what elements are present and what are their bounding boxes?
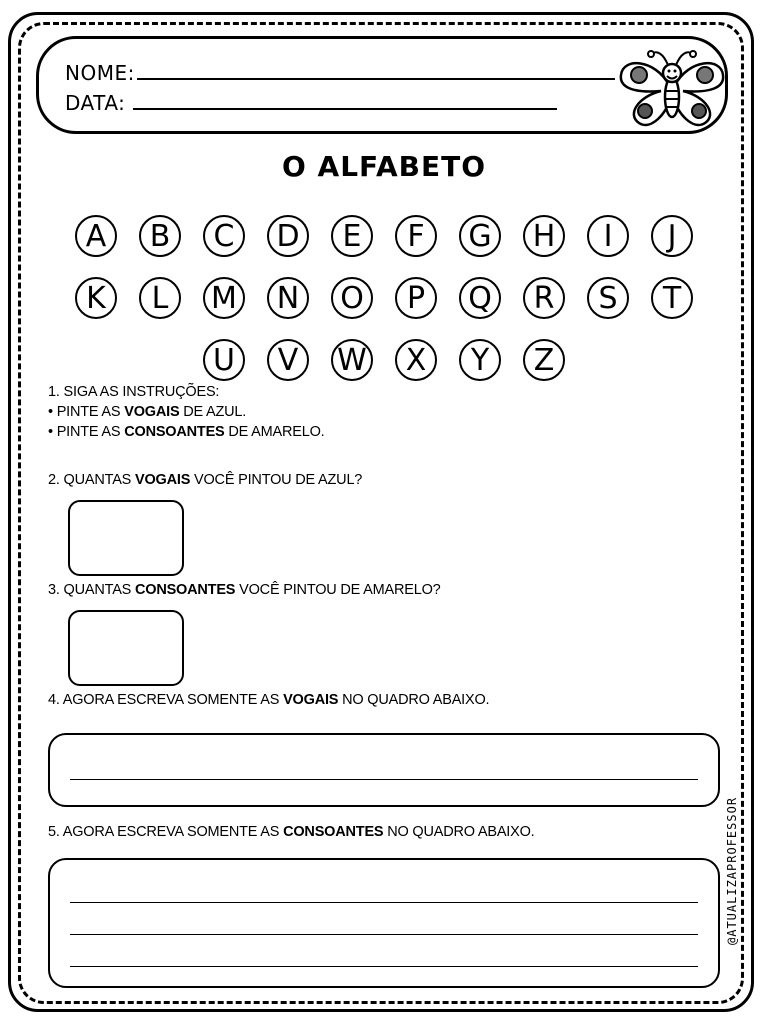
letter-circle[interactable]: W	[331, 339, 373, 381]
text-bold: CONSOANTES	[283, 824, 384, 840]
alphabet-row-1	[0, 215, 768, 257]
alphabet-grid	[0, 215, 768, 401]
text-bold: VOGAIS	[134, 472, 191, 488]
letter-circle[interactable]: T	[651, 277, 693, 319]
butterfly-icon	[617, 45, 727, 129]
vowels-write-box[interactable]	[48, 733, 720, 807]
text: • PINTE AS	[48, 424, 125, 440]
writing-line	[70, 779, 698, 780]
text: NO QUADRO ABAIXO.	[338, 692, 490, 708]
name-label: NOME:	[65, 61, 135, 85]
letter-circle[interactable]: X	[395, 339, 437, 381]
letter-circle[interactable]: Y	[459, 339, 501, 381]
question-1	[48, 382, 324, 442]
page-title: O ALFABETO	[281, 150, 487, 183]
text-bold: CONSOANTES	[124, 424, 225, 440]
letter-circle[interactable]: U	[203, 339, 245, 381]
date-label: DATA:	[65, 91, 126, 115]
text-bold: VOGAIS	[124, 404, 180, 420]
letter-circle[interactable]: F	[395, 215, 437, 257]
text-bold: CONSOANTES	[134, 582, 236, 598]
consonants-write-box[interactable]	[48, 858, 720, 988]
vowel-count-box[interactable]	[68, 500, 184, 576]
letter-circle[interactable]: S	[587, 277, 629, 319]
alphabet-row-2	[0, 277, 768, 319]
letter-circle[interactable]: G	[459, 215, 501, 257]
letter-circle[interactable]: A	[75, 215, 117, 257]
question-2	[48, 470, 362, 490]
letter-circle[interactable]: Z	[523, 339, 565, 381]
text: 5. AGORA ESCREVA SOMENTE AS	[48, 824, 284, 840]
alphabet-row-3	[0, 339, 768, 381]
letter-circle[interactable]: O	[331, 277, 373, 319]
credit-text: @ATUALIZAPROFESSOR	[725, 796, 739, 945]
letter-circle[interactable]: J	[651, 215, 693, 257]
header-box	[36, 36, 728, 134]
question-4	[48, 690, 489, 710]
consonant-count-box[interactable]	[68, 610, 184, 686]
name-field[interactable]	[137, 62, 615, 80]
writing-line	[70, 934, 698, 935]
text: NO QUADRO ABAIXO.	[383, 824, 535, 840]
letter-circle[interactable]: R	[523, 277, 565, 319]
question-1-bullet-2	[48, 422, 324, 442]
letter-circle[interactable]: N	[267, 277, 309, 319]
question-1-bullet-1	[48, 402, 324, 422]
name-row	[65, 61, 615, 85]
letter-circle[interactable]: M	[203, 277, 245, 319]
letter-circle[interactable]: L	[139, 277, 181, 319]
question-1-title: 1. SIGA AS INSTRUÇÕES:	[48, 384, 220, 400]
letter-circle[interactable]: H	[523, 215, 565, 257]
text: VOCÊ PINTOU DE AZUL?	[190, 472, 363, 488]
text: 2. QUANTAS	[48, 472, 135, 488]
letter-circle[interactable]: C	[203, 215, 245, 257]
text: 4. AGORA ESCREVA SOMENTE AS	[48, 692, 284, 708]
text: 3. QUANTAS	[48, 582, 135, 598]
date-field[interactable]	[133, 92, 557, 110]
letter-circle[interactable]: B	[139, 215, 181, 257]
writing-line	[70, 902, 698, 903]
writing-line	[70, 966, 698, 967]
question-3	[48, 580, 441, 600]
letter-circle[interactable]: D	[267, 215, 309, 257]
text: DE AMARELO.	[224, 424, 325, 440]
letter-circle[interactable]: I	[587, 215, 629, 257]
question-5	[48, 822, 535, 842]
text: VOCÊ PINTOU DE AMARELO?	[235, 582, 441, 598]
text-bold: VOGAIS	[283, 692, 339, 708]
letter-circle[interactable]: P	[395, 277, 437, 319]
text: • PINTE AS	[48, 404, 125, 420]
text: DE AZUL.	[179, 404, 247, 420]
letter-circle[interactable]: E	[331, 215, 373, 257]
letter-circle[interactable]: Q	[459, 277, 501, 319]
date-row	[65, 91, 557, 115]
letter-circle[interactable]: K	[75, 277, 117, 319]
letter-circle[interactable]: V	[267, 339, 309, 381]
